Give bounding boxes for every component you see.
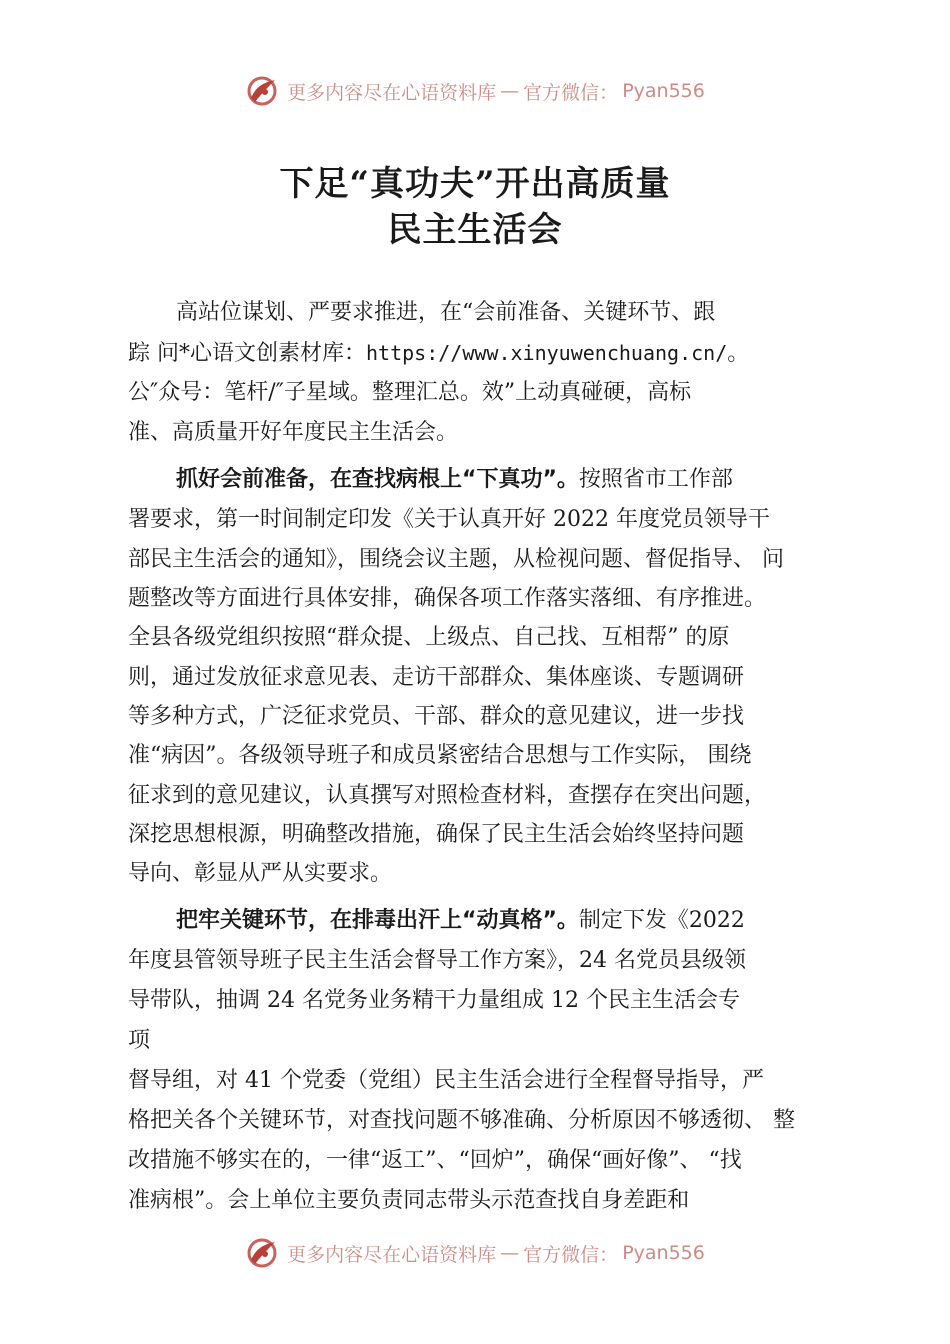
p3-line-2: 年度县管领导班子民主生活会督导工作方案》，24 名党员县级领 bbox=[128, 948, 746, 973]
p2-line-8: 准“病因”。各级领导班子和成员紧密结合思想与工作实际， 围绕 bbox=[128, 743, 752, 768]
p3-line-6: 格把关各个关键环节，对查找问题不够准确、分析原因不够透彻、 整 bbox=[128, 1108, 795, 1133]
p2-heading: 抓好会前准备，在查找病根上“下真功”。 bbox=[176, 467, 579, 492]
p2-line-5: 全县各级党组织按照“群众提、上级点、自己找、互相帮” 的原 bbox=[128, 625, 730, 650]
watermark-separator: — bbox=[500, 80, 520, 102]
p3-line-3: 导带队，抽调 24 名党务业务精干力量组成 12 个民主生活会专 bbox=[128, 988, 740, 1013]
p3-line-1-rest: 制定下发《2022 bbox=[578, 908, 745, 933]
red-brush-logo-icon bbox=[245, 1236, 279, 1270]
p2-line-9: 征求到的意见建议，认真撰写对照检查材料，查摆存在突出问题， bbox=[128, 783, 767, 808]
p3-line-4: 项 bbox=[128, 1028, 151, 1053]
watermark-official-label: 官方微信： bbox=[523, 1243, 619, 1266]
red-brush-logo-icon bbox=[245, 74, 279, 108]
p1-line-1: 高站位谋划、严要求推进，在“会前准备、关键环节、跟 bbox=[176, 300, 716, 325]
source-url: https://www.xinyuwenchuang.cn/ bbox=[366, 341, 728, 365]
p3-line-7: 改措施不够实在的，一律“返工”、“回炉”，确保“画好像”、 “找 bbox=[128, 1148, 742, 1173]
p3-line-8: 准病根”。会上单位主要负责同志带头示范查找自身差距和 bbox=[128, 1188, 690, 1213]
p2-line-1 bbox=[176, 465, 733, 495]
p3-heading: 把牢关键环节，在排毒出汗上“动真格”。 bbox=[176, 908, 579, 933]
p1-line-2-end: 。 bbox=[727, 341, 750, 366]
p2-line-7: 等多种方式，广泛征求党员、干部、群众的意见建议，进一步找 bbox=[128, 704, 745, 729]
p2-line-2: 署要求，第一时间制定印发《关于认真开好 2022 年度党员领导干 bbox=[128, 507, 770, 532]
watermark-text: 更多内容尽在心语资料库 bbox=[287, 1243, 497, 1266]
p2-line-4: 题整改等方面进行具体安排，确保各项工作落实落细、有序推进。 bbox=[128, 586, 767, 611]
page-title-line-2: 民主生活会 bbox=[387, 210, 563, 250]
p2-line-6: 则，通过发放征求意见表、走访干部群众、集体座谈、专题调研 bbox=[128, 665, 745, 690]
watermark-footer bbox=[0, 1236, 950, 1270]
watermark-official-label: 官方微信： bbox=[523, 81, 619, 104]
p2-line-1-rest: 按照省市工作部 bbox=[578, 467, 733, 492]
watermark-separator: — bbox=[500, 1242, 520, 1264]
p3-line-5: 督导组，对 41 个党委（党组）民主生活会进行全程督导指导，严 bbox=[128, 1068, 764, 1093]
p2-line-3: 部民主生活会的通知》，围绕会议主题，从检视问题、督促指导、 问 bbox=[128, 547, 784, 572]
p2-line-11: 导向、彰显从严从实要求。 bbox=[128, 861, 393, 886]
watermark-text: 更多内容尽在心语资料库 bbox=[287, 81, 497, 104]
p2-line-10: 深挖思想根源，明确整改措施，确保了民主生活会始终坚持问题 bbox=[128, 822, 745, 847]
p1-line-3: 公″众号：笔杆/″子星域。整理汇总。效”上动真碰硬，高标 bbox=[128, 380, 692, 405]
p1-line-4: 准、高质量开好年度民主生活会。 bbox=[128, 420, 459, 445]
p1-line-2 bbox=[128, 338, 749, 368]
watermark-account: Pyan556 bbox=[622, 80, 705, 102]
watermark-header bbox=[0, 74, 950, 108]
page-title-line-1: 下足“真功夫”开出高质量 bbox=[279, 164, 671, 204]
p3-line-1 bbox=[176, 906, 745, 936]
watermark-account: Pyan556 bbox=[622, 1242, 705, 1264]
p1-line-2-text: 踪 问*心语文创素材库： bbox=[128, 341, 366, 366]
